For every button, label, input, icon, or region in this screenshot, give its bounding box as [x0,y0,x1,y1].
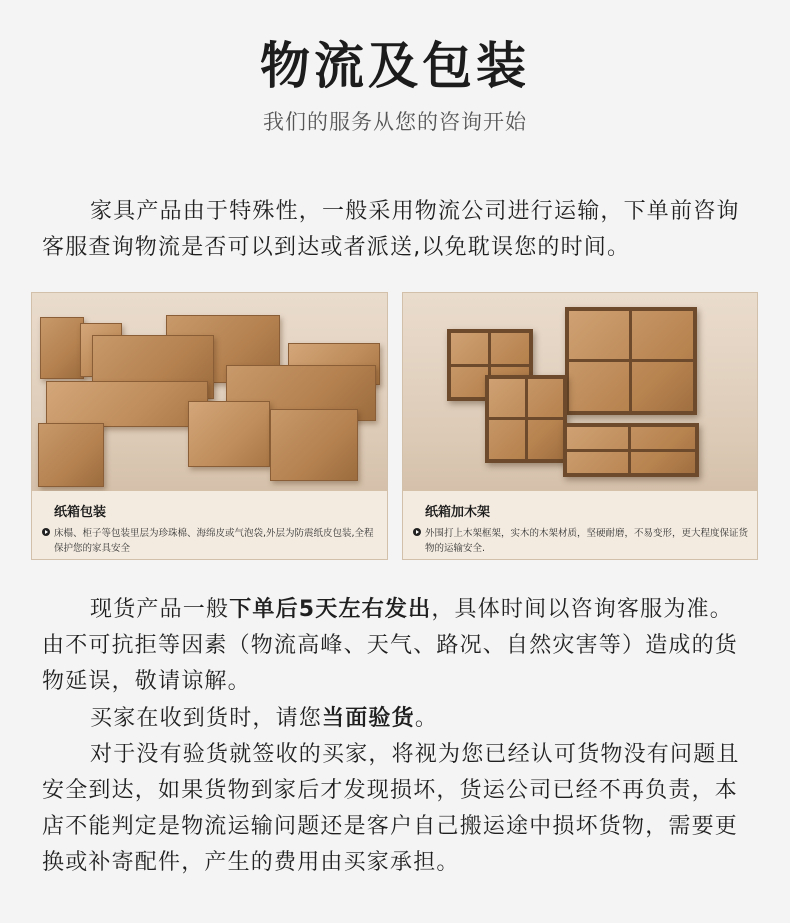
wooden-crate [563,423,699,477]
inspection-paragraph [42,701,752,737]
wooden-crate [565,307,697,415]
page-subtitle: 我们的服务从您的咨询开始 [263,110,527,134]
text-span: 买家在收到货时，请您 [90,706,323,731]
caption-text [40,526,379,556]
text-span: ，具体时间以咨询客服为准。由不可抗拒等因素（物流高峰、天气、路况、自然灾害等）造成的货物延误，敬请谅解。 [42,597,739,694]
carton-box [46,381,208,427]
caption-body: 外围打上木架框架，实木的木架材质，坚硬耐磨，不易变形，更大程度保证货物的运输安全. [425,528,749,554]
photo-caption [403,491,757,559]
carton-packaging-photo [31,292,388,560]
intro-text: 家具产品由于特殊性，一般采用物流公司进行运输，下单前咨询客服查询物流是否可以到达或者派送,以免耽误您的时间。 [42,199,740,260]
caption-text [411,526,749,556]
shipping-time-paragraph [42,592,752,700]
emphasis-text: 下单后5天左右发出 [229,597,432,622]
caption-title: 纸箱加木架 [425,505,491,520]
text-span: 。 [414,706,439,731]
carton-box [38,423,104,487]
photo-caption [32,491,387,559]
intro-paragraph [42,194,752,266]
caption-title: 纸箱包装 [54,505,107,520]
wooden-crate [485,375,567,463]
emphasis-text: 当面验货 [322,706,415,731]
carton-box [188,401,270,467]
play-bullet-icon [413,528,421,536]
text-span: 现货产品一般 [90,597,230,622]
play-bullet-icon [42,528,50,536]
page-title: 物流及包装 [260,37,530,95]
liability-paragraph [42,737,752,881]
carton-box [270,409,358,481]
wood-frame-packaging-photo [402,292,758,560]
carton-box [40,317,84,379]
text-span: 对于没有验货就签收的买家，将视为您已经认可货物没有问题且安全到达，如果货物到家后才发现损坏，货运公司已经不再负责，本店不能判定是物流运输问题还是客户自己搬运途中损坏货物，需要更换或补寄配件，产生的费用由买家承担。 [42,742,740,875]
caption-body: 床榻、柜子等包装里层为珍珠棉、海绵皮或气泡袋,外层为防震纸皮包装,全程保护您的家具安全 [54,528,374,554]
